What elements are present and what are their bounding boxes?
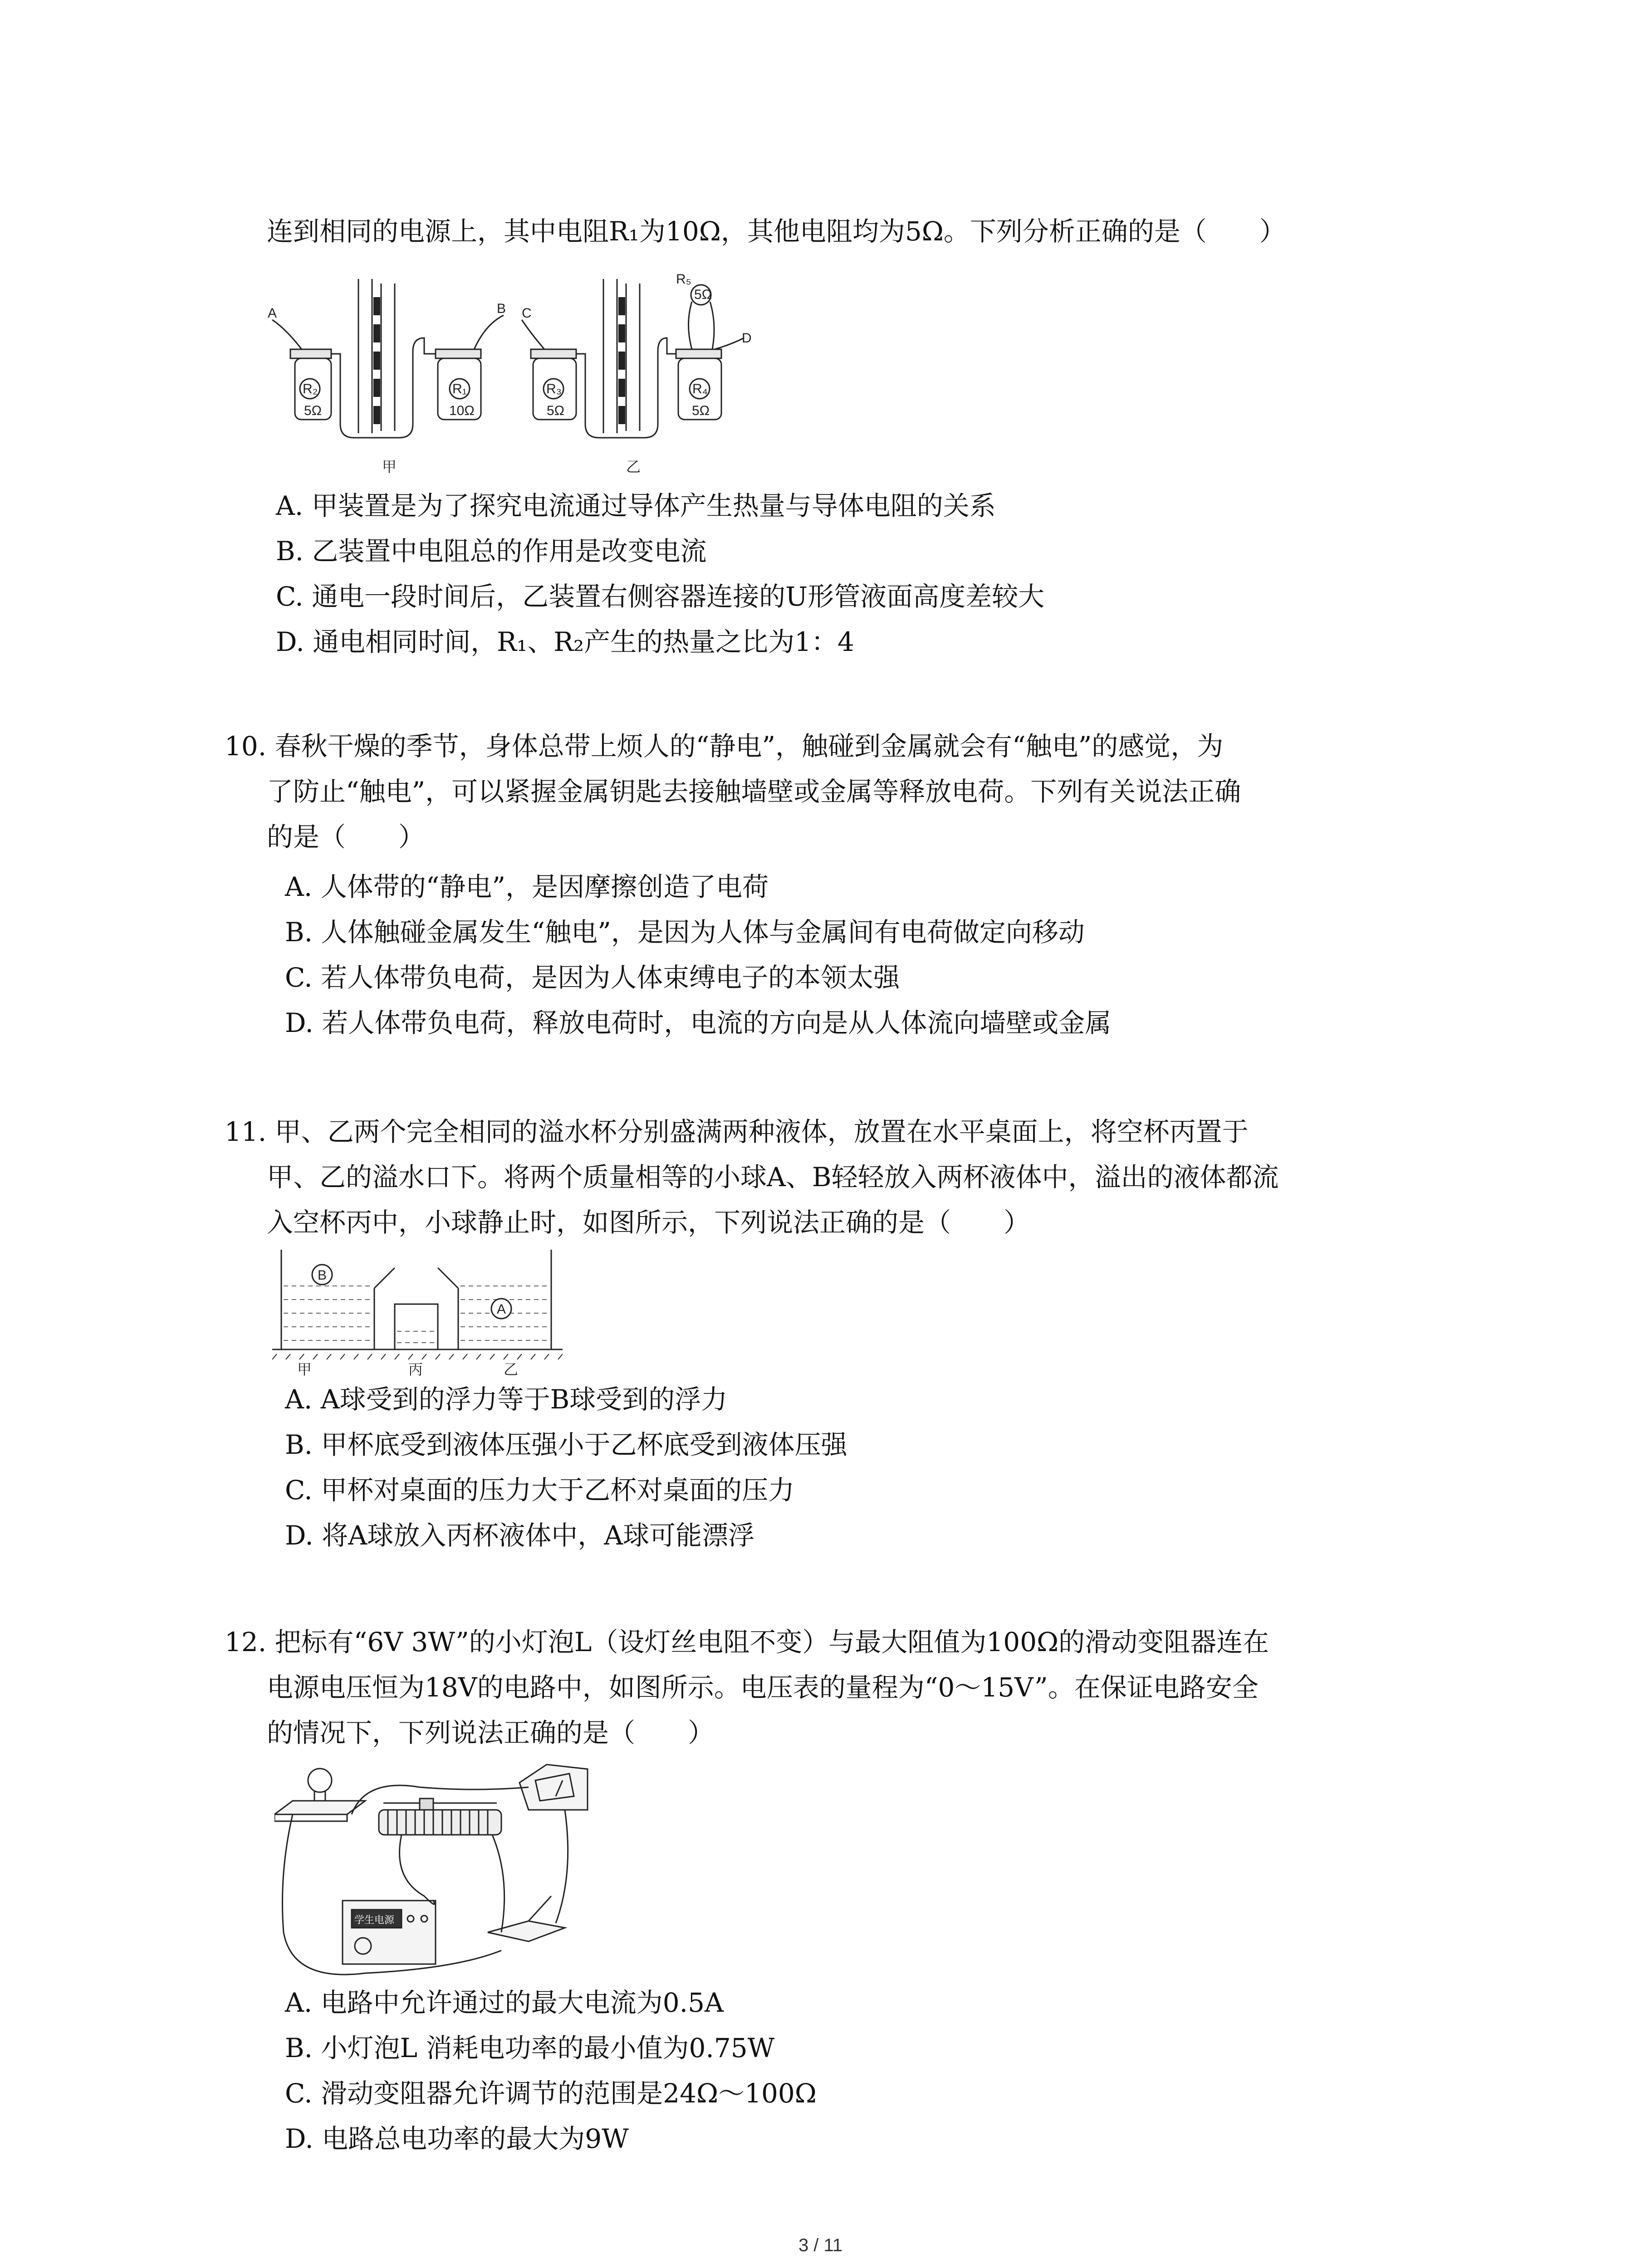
q12-option-b: B. 小灯泡L 消耗电功率的最小值为0.75W — [285, 2033, 775, 2063]
q9-fig-jia: 甲 — [382, 458, 397, 475]
q11-fig-label-b: B — [318, 1268, 327, 1283]
q9-option-b: B. 乙装置中电阻总的作用是改变电流 — [276, 536, 707, 567]
q11-fig-yi: 乙 — [504, 1361, 519, 1377]
q10-option-d: D. 若人体带负电荷，释放电荷时，电流的方向是从人体流向墙壁或金属 — [285, 1007, 1112, 1038]
q11-option-c: C. 甲杯对桌面的压力大于乙杯对桌面的压力 — [285, 1475, 795, 1505]
q9-option-c: C. 通电一段时间后，乙装置右侧容器连接的U形管液面高度差较大 — [276, 581, 1045, 612]
q12-stem-line-3: 的情况下，下列说法正确的是（ ） — [267, 1717, 715, 1748]
q10-option-c: C. 若人体带负电荷，是因为人体束缚电子的本领太强 — [285, 962, 900, 993]
q9-fig-label-b: B — [497, 301, 506, 316]
q11-fig-label-a: A — [497, 1302, 506, 1317]
q12-stem-line-1: 12. 把标有“6V 3W”的小灯泡L（设灯丝电阻不变）与最大阻值为100Ω的滑动变阻器连在 — [225, 1627, 1269, 1657]
q12-stem-line-2: 电源电压恒为18V的电路中，如图所示。电压表的量程为“0～15V”。在保证电路安全 — [267, 1672, 1259, 1703]
q9-fig-yi: 乙 — [626, 458, 641, 475]
q11-option-d: D. 将A球放入丙杯液体中，A球可能漂浮 — [285, 1520, 755, 1551]
q9-fig-r3-value: 5Ω — [547, 403, 565, 418]
q10-option-b: B. 人体触碰金属发生“触电”，是因为人体与金属间有电荷做定向移动 — [285, 917, 1085, 948]
q10-stem-line-1: 10. 春秋干燥的季节，身体总带上烦人的“静电”，触碰到金属就会有“触电”的感觉，为 — [225, 731, 1224, 762]
q11-fig-bing: 丙 — [408, 1361, 423, 1377]
q10-stem-line-3: 的是（ ） — [267, 821, 425, 852]
q9-fig-label-a: A — [268, 306, 277, 321]
q11-stem-line-2: 甲、乙的溢水口下。将两个质量相等的小球A、B轻轻放入两杯液体中，溢出的液体都流 — [267, 1162, 1279, 1193]
q9-fig-r4-value: 5Ω — [692, 403, 710, 418]
q12-fig-source-label: 学生电源 — [354, 1915, 395, 1926]
q9-fig-label-c: C — [522, 306, 532, 321]
q9-option-d: D. 通电相同时间，R₁、R₂产生的热量之比为1：4 — [276, 626, 854, 657]
q10-stem-line-2: 了防止“触电”，可以紧握金属钥匙去接触墙壁或金属等释放电荷。下列有关说法正确 — [267, 776, 1241, 807]
q12-option-d: D. 电路总电功率的最大为9W — [285, 2123, 629, 2154]
q9-fig-r4: R₄ — [692, 381, 708, 396]
q9-fig-r5: R₅ — [676, 272, 691, 287]
q9-fig-r2: R₂ — [303, 381, 318, 396]
q12-option-a: A. 电路中允许通过的最大电流为0.5A — [285, 1987, 724, 2018]
q9-stem: 连到相同的电源上，其中电阻R₁为10Ω，其他电阻均为5Ω。下列分析正确的是（ ） — [267, 216, 1286, 247]
q11-figure — [272, 1245, 563, 1377]
q9-figure — [268, 270, 758, 479]
q11-option-a: A. A球受到的浮力等于B球受到的浮力 — [285, 1384, 728, 1415]
q12-option-c: C. 滑动变阻器允许调节的范围是24Ω～100Ω — [285, 2078, 817, 2109]
q11-stem-line-3: 入空杯丙中，小球静止时，如图所示，下列说法正确的是（ ） — [267, 1207, 1030, 1238]
q9-fig-r5-value: 5Ω — [694, 287, 712, 302]
q9-option-a: A. 甲装置是为了探究电流通过导体产生热量与导体电阻的关系 — [276, 490, 996, 521]
q9-fig-r1: R₁ — [452, 381, 467, 396]
page-number: 3 / 11 — [798, 2235, 843, 2255]
q10-option-a: A. 人体带的“静电”，是因摩擦创造了电荷 — [285, 871, 769, 902]
q9-fig-r1-value: 10Ω — [449, 403, 475, 418]
q12-figure — [274, 1760, 601, 1982]
q9-fig-label-d: D — [742, 331, 752, 346]
q11-option-b: B. 甲杯底受到液体压强小于乙杯底受到液体压强 — [285, 1429, 847, 1460]
q11-fig-jia: 甲 — [297, 1361, 312, 1377]
q9-fig-r2-value: 5Ω — [304, 403, 322, 418]
q11-stem-line-1: 11. 甲、乙两个完全相同的溢水杯分别盛满两种液体，放置在水平桌面上，将空杯丙置于 — [225, 1116, 1249, 1147]
q9-fig-r3: R₃ — [546, 381, 562, 396]
